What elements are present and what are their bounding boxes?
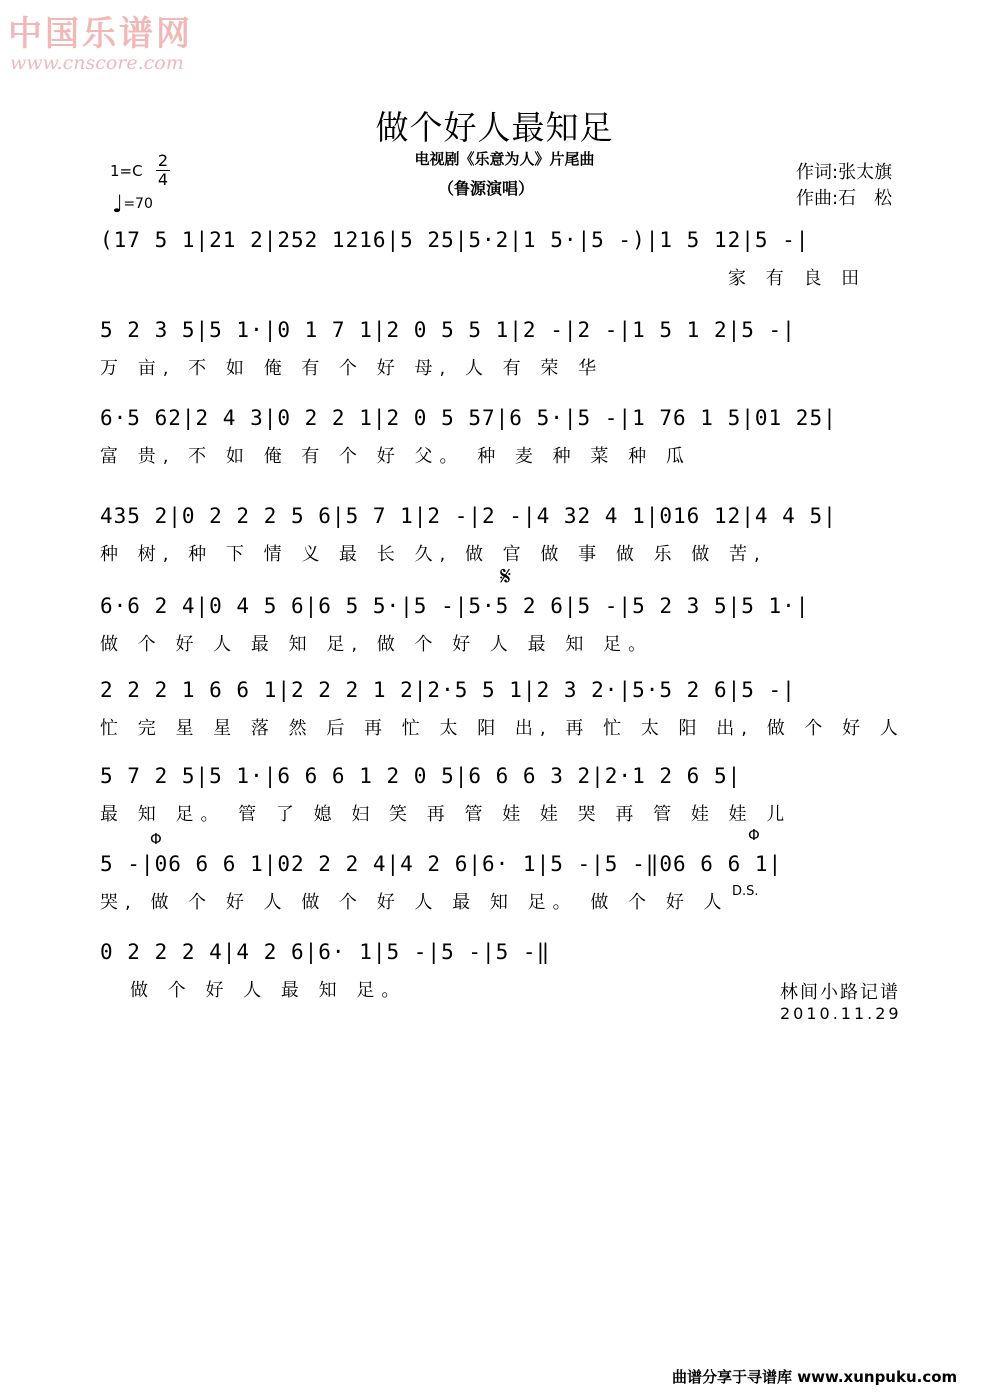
score-system-6	[100, 678, 930, 740]
score-system-1	[100, 228, 930, 290]
lyrics-line: 做 个 好 人 最 知 足, 做 个 好 人 最 知 足。	[100, 634, 654, 655]
score-system-3	[100, 406, 930, 468]
notes-line: 6·5 62|2 4 3|0 2 2 1|2 0 5 57|6 5·|5 -|1 76 1 5|01 25|	[100, 406, 837, 430]
notes-line: 5 7 2 5|5 1·|6 6 6 1 2 0 5|6 6 6 3 2|2·1 2 6 5|	[100, 764, 742, 788]
coda-sign: Φ	[150, 830, 162, 848]
segno-sign: 𝄋	[500, 562, 512, 592]
time-signature-numerator: 2	[157, 151, 169, 170]
notes-line: 2 2 2 1 6 6 1|2 2 2 1 2|2·5 5 1|2 3 2·|5·5 2 6|5 -|	[100, 678, 796, 702]
notes-line: 6·6 2 4|0 4 5 6|6 5 5·|5 -|5·5 2 6|5 -|5 2 3 5|5 1·|	[100, 594, 810, 618]
quarter-note-icon: ♩	[112, 190, 124, 218]
key-signature: 1=C	[110, 162, 143, 180]
transcriber-credit: 林间小路记谱	[780, 982, 900, 1003]
notes-line: 435 2|0 2 2 2 5 6|5 7 1|2 -|2 -|4 32 4 1|016 12|4 4 5|	[100, 504, 837, 528]
score-system-5	[100, 594, 930, 656]
time-signature-denominator: 4	[157, 170, 169, 189]
watermark-url: www.cnscore.com	[10, 52, 184, 74]
notes-line: 0 2 2 2 4|4 2 6|6· 1|5 -|5 -|5 -‖	[100, 940, 551, 964]
footer-credit: 曲谱分享于寻谱库 www.xunpuku.com	[672, 1368, 958, 1386]
composer-credit: 作曲:石 松	[796, 188, 893, 209]
song-title: 做个好人最知足	[375, 108, 614, 147]
time-signature	[156, 152, 170, 189]
lyrics-line: 忙 完 星 星 落 然 后 再 忙 太 阳 出, 再 忙 太 阳 出, 做 个 好 人	[100, 718, 905, 739]
lyrics-line: 做 个 好 人 最 知 足。	[130, 980, 407, 1001]
dal-segno-mark: D.S.	[732, 884, 759, 899]
notes-line: (17 5 1|21 2|252 1216|5 25|5·2|1 5·|5 -)|1 5 12|5 -|	[100, 228, 810, 252]
lyricist-credit: 作词:张太旗	[796, 162, 893, 183]
coda-sign-2: Φ	[748, 826, 760, 844]
lyrics-line: 种 树, 种 下 情 义 最 长 久, 做 官 做 事 做 乐 做 苦,	[100, 544, 767, 565]
transcription-date: 2010.11.29	[780, 1004, 902, 1023]
tempo-value: =70	[123, 196, 153, 212]
tempo-mark	[112, 190, 153, 218]
notes-line: 5 -|06 6 6 1|02 2 2 4|4 2 6|6· 1|5 -|5 -‖06 6 6 1|	[100, 852, 783, 876]
singer-credit: （鲁源演唱）	[437, 179, 534, 198]
score-system-7	[100, 764, 930, 826]
lyrics-line: 万 亩, 不 如 俺 有 个 好 母, 人 有 荣 华	[100, 358, 604, 379]
song-subtitle: 电视剧《乐意为人》片尾曲	[414, 150, 595, 168]
lyrics-line: 最 知 足。 管 了 媳 妇 笑 再 管 娃 娃 哭 再 管 娃 娃 儿	[100, 804, 792, 825]
score-system-8	[100, 852, 930, 914]
lyrics-line: 家 有 良 田	[728, 268, 867, 289]
watermark-logo: 中国乐谱网	[8, 14, 193, 54]
score-system-2	[100, 318, 930, 380]
notes-line: 5 2 3 5|5 1·|0 1 7 1|2 0 5 5 1|2 -|2 -|1 5 1 2|5 -|	[100, 318, 796, 342]
lyrics-line: 富 贵, 不 如 俺 有 个 好 父。 种 麦 种 菜 种 瓜	[100, 446, 691, 467]
lyrics-line: 哭, 做 个 好 人 做 个 好 人 最 知 足。 做 个 好 人	[100, 892, 729, 913]
score-system-4	[100, 504, 930, 566]
